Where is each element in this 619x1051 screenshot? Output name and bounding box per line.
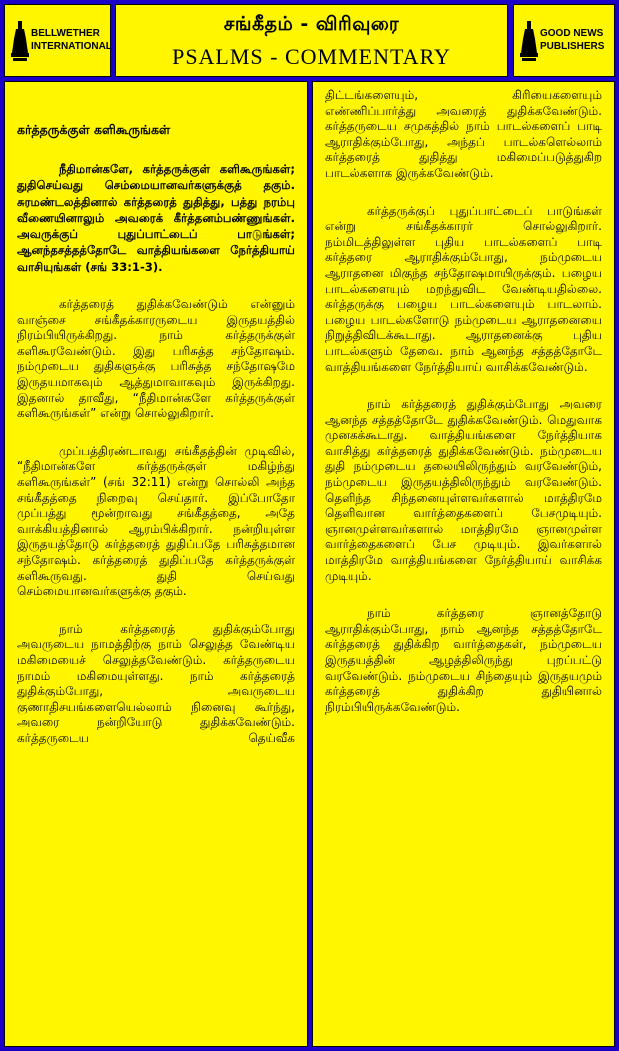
article-heading: கர்த்தருக்குள் களிகூருங்கள்: [17, 122, 171, 137]
good-news-logo-icon: [520, 21, 538, 63]
body-paragraph: நாம் கர்த்தரைத் துதிக்கும்போது அவருடைய நாமத்திற்கு நாம் செலுத்த வேண்டிய மகிமையைச் செலுத்தவேண்டும். கர்த்தருடைய நாமம் மகிமையுள்ளது. நாம் கர்த்தரைத் துதிக்கும்போது, அவருடைய குணாதிசயங்களையெல்லாம் நினைவு கூர்ந்து, அவரை நன்றியோடு துதிக்கவேண்டும். கர்த்தருடைய தெய்வீக: [17, 621, 295, 745]
body-paragraph: நாம் கர்த்தரை ஞானத்தோடு ஆராதிக்கும்போது, நாம் ஆனந்த சத்தத்தோடே கர்த்தரைத் துதிக்கிற வார்த்தைகள், நம்முடைய இருதயத்தின் ஆழத்திலிருந்து புறப்பட்டு வரவேண்டும். நம்முடைய சிந்தையும் இருதயமும் கர்த்தரைத் துதிக்கிற துதியினால் நிரம்பியிருக்கவேண்டும்.: [325, 606, 602, 714]
good-news-logo: [513, 4, 615, 77]
title-english: PSALMS - COMMENTARY: [172, 44, 451, 69]
article-column-left: [4, 81, 308, 1047]
bellwether-logo-text: BELLWETHER INTERNATIONAL: [31, 28, 112, 52]
scripture-paragraph: நீதிமான்களே, கர்த்தருக்குள் களிகூருங்கள்; துதிசெய்வது செம்மையானவர்களுக்குத் தகும். சுரமண்டலத்தினால் கர்த்தரைத் துதித்து, பத்து நரம்பு வீணையினாலும் அவரைக் கீர்த்தனம்பண்ணுங்கள். அவருக்குப் புதுப்பாட்டைப் பாடுங்கள்; ஆனந்தசத்தத்தோடே வாத்தியங்களை நேர்த்தியாய் வாசியுங்கள் (சங் 33:1-3).: [17, 162, 295, 274]
body-paragraph: திட்டங்களையும், கிரியைகளையும் எண்ணிப்பார்த்து அவரைத் துதிக்கவேண்டும். கர்த்தருடைய சமுகத்தில் நாம் பாடல்களைப் பாடி ஆராதிக்கும்போது, அந்தப் பாடல்களெல்லாம் கர்த்தரைத் துதித்து மகிமைப்படுத்துகிற பாடல்களாக இருக்கவேண்டும்.: [325, 88, 602, 180]
body-paragraph: முப்பத்திரண்டாவது சங்கீதத்தின் முடிவில், “நீதிமான்களே கர்த்தருக்குள் மகிழ்ந்து களிகூருங்கள்” (சங் 32:11) என்று சொல்லி அந்த சங்கீதத்தை நிறைவு செய்தார். இப்போதோ முப்பத்து மூன்றாவது சங்கீதத்தை, அதே வாக்கியத்தினால் ஆரம்பிக்கிறார். நன்றியுள்ள இருதயத்தோடு கர்த்தரைத் துதிப்பதே பரிசுத்தமான சந்தோஷம். கர்த்தரைத் துதிப்பதே கர்த்தருக்குள் களிகூருவது. துதி செய்வது செம்மையானவர்களுக்கு தகும்.: [17, 443, 295, 599]
bellwether-logo: [4, 4, 111, 77]
body-paragraph: கர்த்தரைத் துதிக்கவேண்டும் என்னும் வாஞ்சை சங்கீதக்காரருடைய இருதயத்தில் நிரம்பியிருக்கிறது. நாம் கர்த்தருக்குள் களிகூரவேண்டும். இது பரிசுத்த சந்தோஷம். நம்முடைய துதிகளுக்கு பரிசுத்த சந்தோஷமே இருதயமாகவும் ஆத்துமாவாகவும் இருக்கிறது. இதனால் தாவீது, “நீதிமான்களே கர்த்தருக்குள் களிகூருங்கள்” என்று சொல்லுகிறார்.: [17, 297, 295, 421]
good-news-logo-text: GOOD NEWS PUBLISHERS: [540, 28, 605, 52]
article-column-right: [312, 81, 615, 1047]
bellwether-logo-icon: [11, 21, 29, 63]
body-paragraph: நாம் கர்த்தரைத் துதிக்கும்போது அவரை ஆனந்த சத்தத்தோடே துதிக்கவேண்டும். மெதுவாக முனகக்கூடாது. வாத்தியங்களை நேர்த்தியாக வாசித்து கர்த்தரைத் துதிக்கவேண்டும். நம்முடைய துதி நம்முடைய தலையிலிருந்தும் வரவேண்டும், நம்முடைய இருதயத்திலிருந்தும் வரவேண்டும். தெளிந்த சிந்தனையுள்ளவர்களால் மாத்திரமே தெளிவான வார்த்தைகளைப் பேசமுடியும். ஞானமுள்ளவர்களால் மாத்திரமே ஞானமுள்ள வார்த்தைகளைப் பேச முடியும். இவர்களால் மாத்திரமே வாத்தியங்களை நேர்த்தியாய் வாசிக்க முடியும்.: [325, 397, 602, 583]
body-paragraph: கர்த்தருக்குப் புதுப்பாட்டைப் பாடுங்கள் என்று சங்கீதக்காரர் சொல்லுகிறார். நம்மிடத்திலுள்ள புதிய பாடல்களைப் பாடி கர்த்தரை ஆராதிக்கும்போது, நம்முடைய ஆராதனை மிகுந்த சந்தோஷமாயிருக்கும். பழைய பாடல்களையும் மறந்துவிட வேண்டியதில்லை. கர்த்தருக்கு பழைய பாடல்களையும் பாடலாம். பழைய பாடல்களோடு நம்முடைய ஆராதனையை நிறுத்திவிடக்கூடாது. ஆராதனைக்கு புதிய பாடல்களும் தேவை. நாம் ஆனந்த சத்தத்தோடே வாத்தியங்களை நேர்த்தியாய் வாசிக்கவேண்டும்.: [325, 203, 602, 374]
title-tamil: சங்கீதம் - விரிவுரை: [223, 13, 400, 35]
page-title: [115, 4, 508, 77]
